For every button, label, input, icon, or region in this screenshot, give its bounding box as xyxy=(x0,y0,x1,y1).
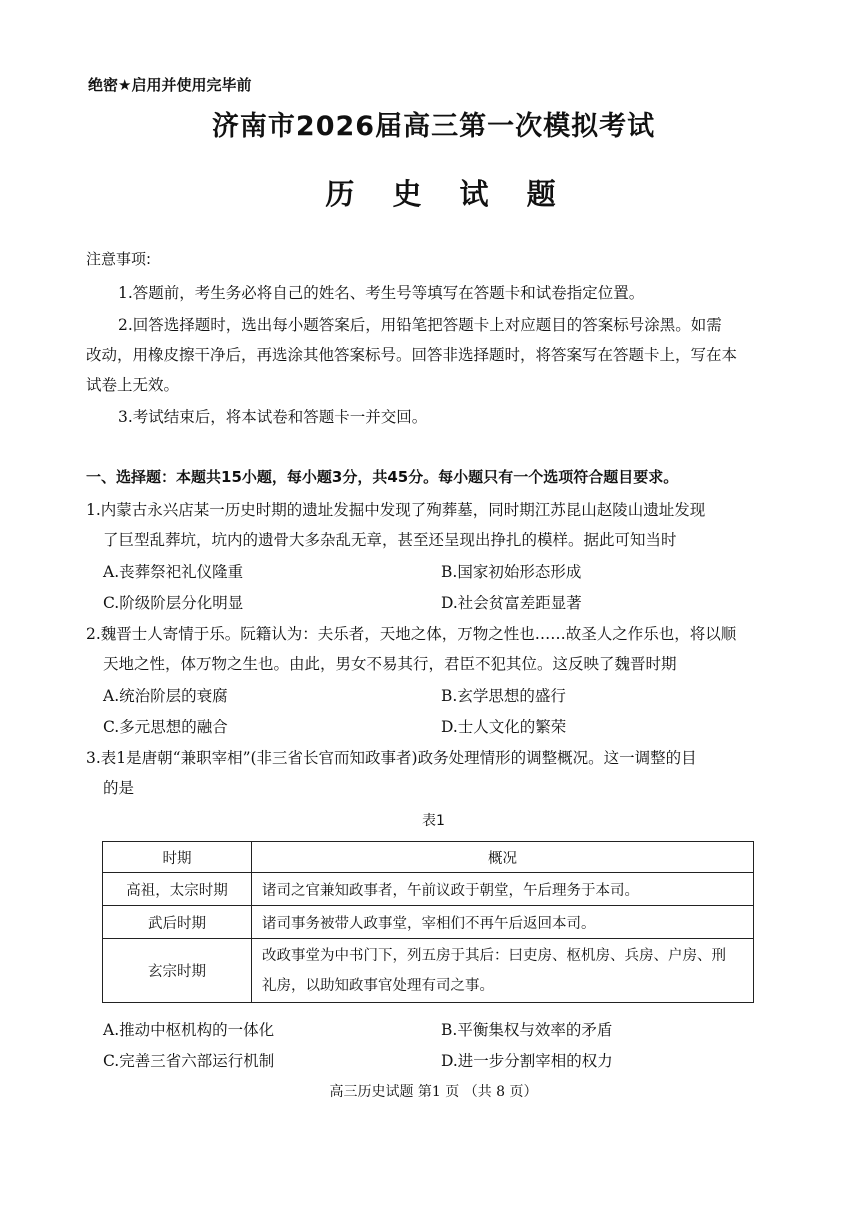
table-cell-period: 玄宗时期 xyxy=(103,939,252,1003)
table-caption: 表1 xyxy=(422,813,445,829)
question-2-line-1: 2.魏晋士人寄情于乐。阮籍认为：夫乐者，天地之体，万物之性也……故圣人之作乐也，将以顺 xyxy=(86,625,737,643)
table-cell-summary-line-2: 礼房，以助知政事官处理有司之事。 xyxy=(262,977,494,994)
table-row xyxy=(103,873,754,906)
notice-title: 注意事项: xyxy=(86,250,152,268)
notice-line-2b: 改动，用橡皮擦干净后，再选涂其他答案标号。回答非选择题时，将答案写在答题卡上，写在本 xyxy=(86,346,738,364)
table-cell-summary: 诸司之官兼知政事者，午前议政于朝堂，午后理务于本司。 xyxy=(252,873,754,906)
question-3-option-c: C.完善三省六部运行机制 xyxy=(103,1052,275,1070)
history-table xyxy=(102,841,754,1003)
notice-line-1: 1.答题前，考生务必将自己的姓名、考生号等填写在答题卡和试卷指定位置。 xyxy=(118,284,645,302)
question-1-option-a: A.丧葬祭祀礼仪隆重 xyxy=(103,563,244,581)
section-heading: 一、选择题：本题共15小题，每小题3分，共45分。每小题只有一个选项符合题目要求。 xyxy=(86,468,679,486)
page-footer: 高三历史试题 第1 页 （共 8 页） xyxy=(329,1084,538,1100)
question-2-option-b: B.玄学思想的盛行 xyxy=(441,687,566,705)
notice-line-3: 3.考试结束后，将本试卷和答题卡一并交回。 xyxy=(118,408,428,426)
question-1-line-2: 了巨型乱葬坑，坑内的遗骨大多杂乱无章，甚至还呈现出挣扎的模样。据此可知当时 xyxy=(103,531,677,549)
question-2-option-d: D.士人文化的繁荣 xyxy=(441,718,567,736)
table-row xyxy=(103,939,754,1003)
table-cell-period: 武后时期 xyxy=(103,906,252,939)
table-cell-summary-line-1: 改政事堂为中书门下，列五房于其后：曰吏房、枢机房、兵房、户房、刑 xyxy=(262,947,726,964)
notice-line-2a: 2.回答选择题时，选出每小题答案后，用铅笔把答题卡上对应题目的答案标号涂黑。如需 xyxy=(118,316,722,334)
notice-line-2c: 试卷上无效。 xyxy=(86,376,180,394)
question-1-option-d: D.社会贫富差距显著 xyxy=(441,594,582,612)
question-3-option-d: D.进一步分割宰相的权力 xyxy=(441,1052,613,1070)
question-3-option-a: A.推动中枢机构的一体化 xyxy=(103,1021,275,1039)
exam-title: 济南市2026届高三第一次模拟考试 xyxy=(211,111,656,142)
confidential-label: 绝密★启用并使用完毕前 xyxy=(88,76,252,94)
question-2-line-2: 天地之性，体万物之生也。由此，男女不易其行，君臣不犯其位。这反映了魏晋时期 xyxy=(103,655,677,673)
table-cell-period: 高祖，太宗时期 xyxy=(103,873,252,906)
table-header-summary: 概况 xyxy=(252,842,754,873)
table-cell-summary: 诸司事务被带人政事堂，宰相们不再午后返回本司。 xyxy=(252,906,754,939)
table-header-row xyxy=(103,842,754,873)
question-1-option-c: C.阶级阶层分化明显 xyxy=(103,594,244,612)
question-3-option-b: B.平衡集权与效率的矛盾 xyxy=(441,1021,613,1039)
question-3-line-1: 3.表1是唐朝“兼职宰相”(非三省长官而知政事者)政务处理情形的调整概况。这一调整的目 xyxy=(86,749,697,767)
question-1-option-b: B.国家初始形态形成 xyxy=(441,563,582,581)
question-1-line-1: 1.内蒙古永兴店某一历史时期的遗址发掘中发现了殉葬墓，同时期江苏昆山赵陵山遗址发现 xyxy=(86,501,706,519)
question-3-line-2: 的是 xyxy=(103,779,135,797)
table-row xyxy=(103,906,754,939)
subject-title: 历 史 试 题 xyxy=(325,177,570,211)
table-cell-summary xyxy=(252,939,754,1003)
question-2-option-c: C.多元思想的融合 xyxy=(103,718,228,736)
table-header-period: 时期 xyxy=(103,842,252,873)
question-2-option-a: A.统治阶层的衰腐 xyxy=(103,687,228,705)
